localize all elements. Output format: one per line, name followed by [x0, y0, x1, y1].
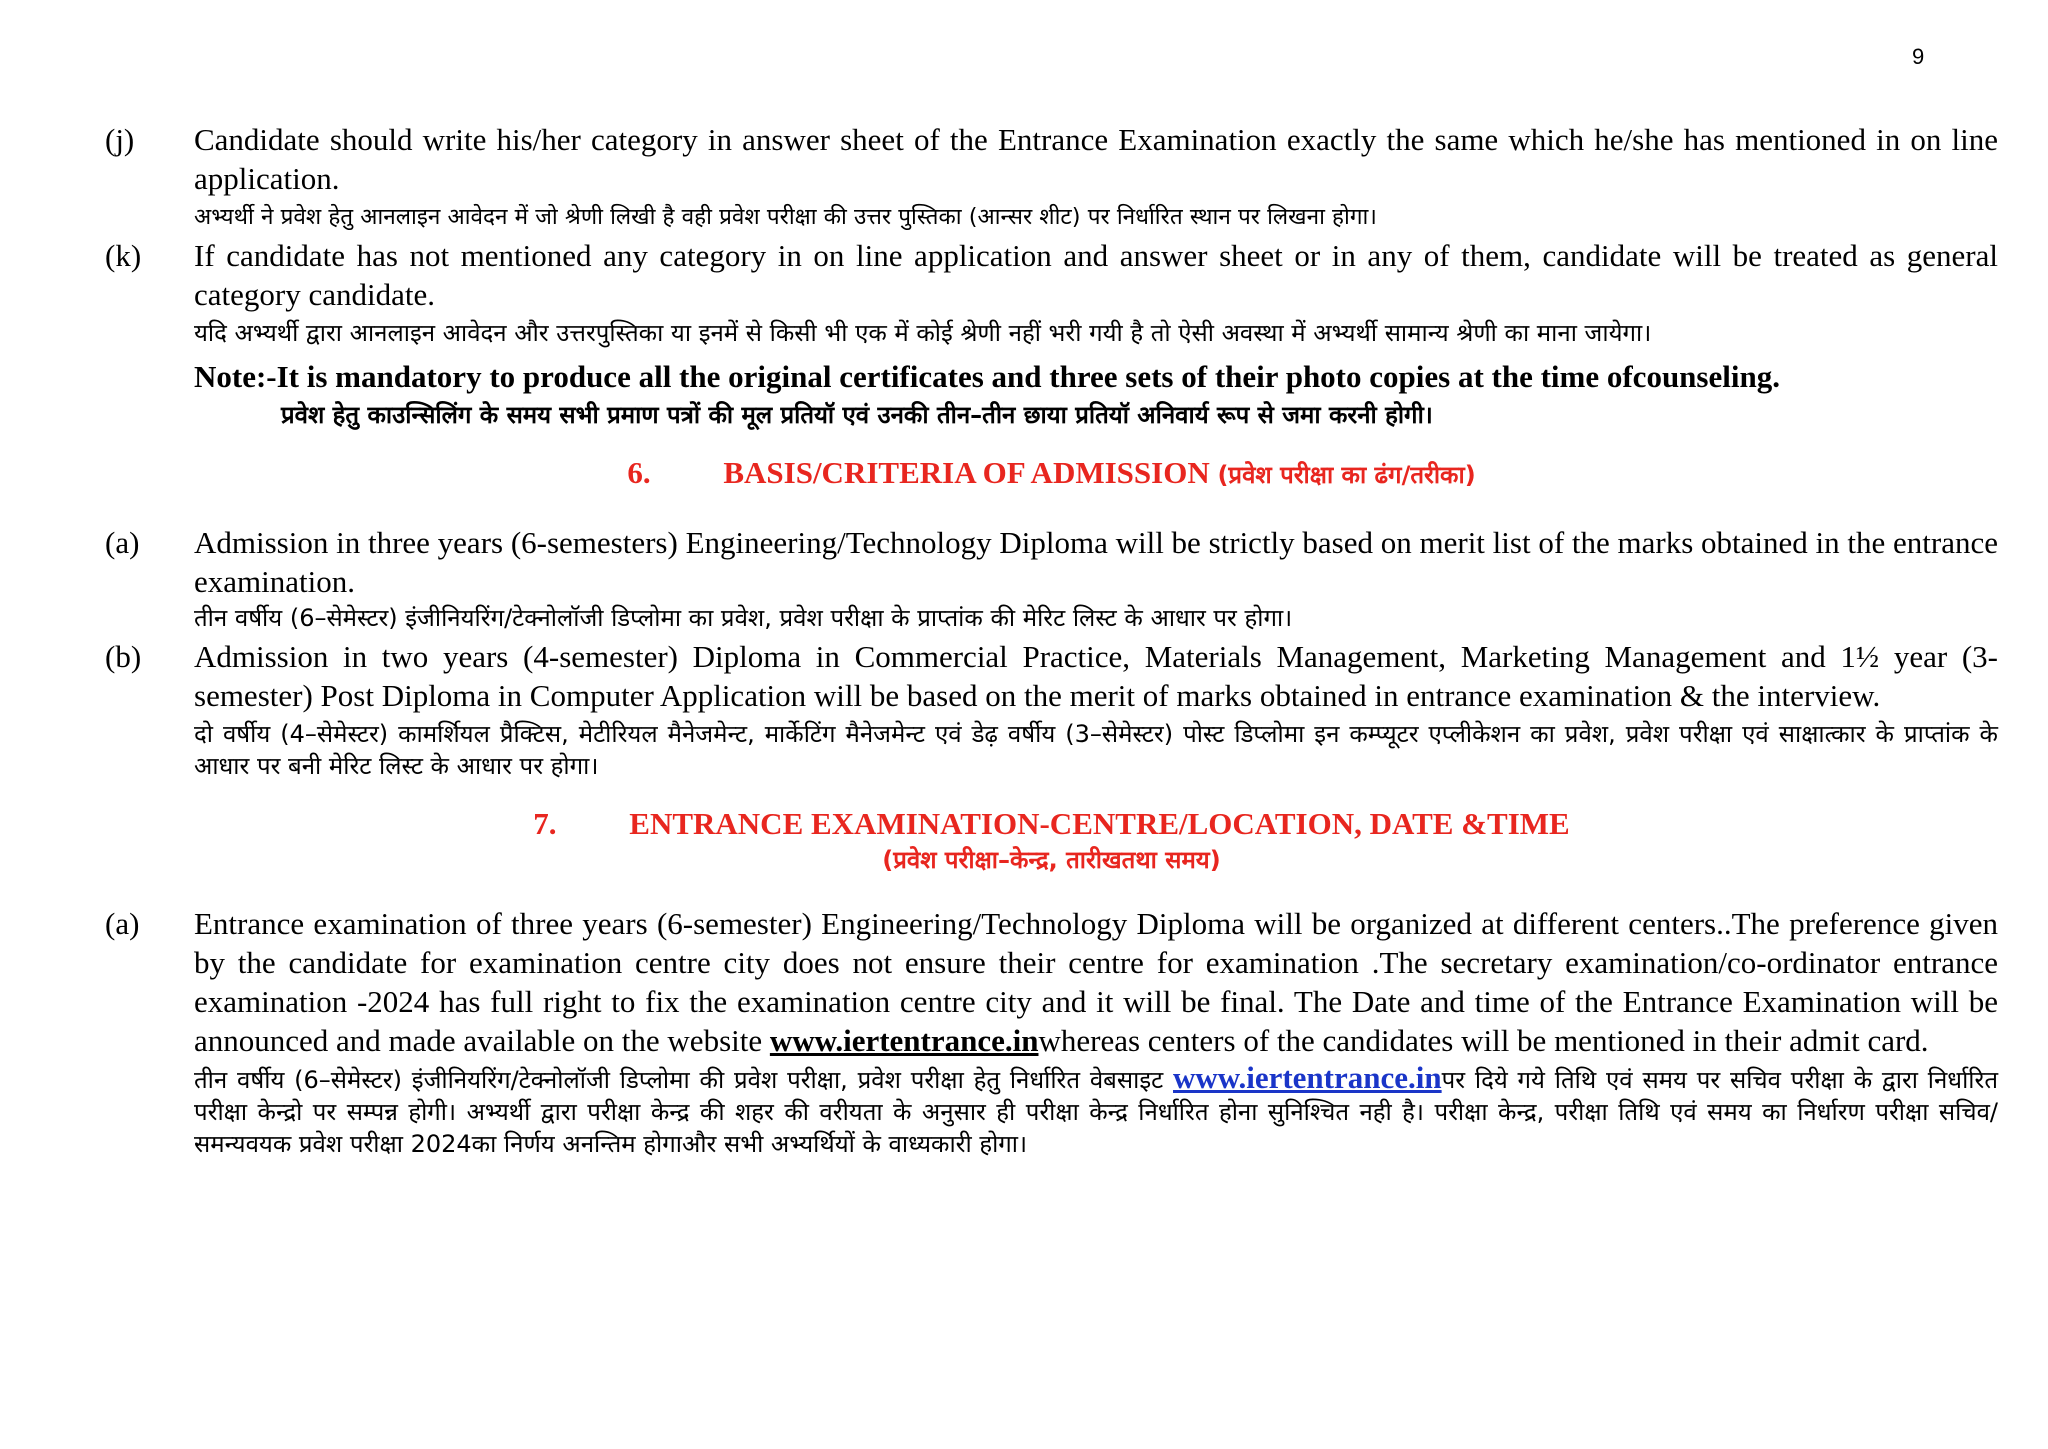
- text-after-link: whereas centers of the candidates will be mentioned in their admit card.: [1038, 1023, 1929, 1058]
- item-body: [194, 637, 1998, 782]
- text-before-link: Entrance examination of three years (6-semester) Engineering/Technology Diploma will be organized at different centers..The preference given by the candidate for examination centre city does not ensure their centre for examination .The secretary examination/co-ordinator entrance examination -2024 has full right to fix the examination centre city and it will be final. The Date and time of the Entrance Examination will be announced and made available on the website: [194, 906, 1998, 1058]
- section-title-english: ENTRANCE EXAMINATION-CENTRE/LOCATION, DATE &TIME: [629, 806, 1570, 841]
- document-content: [105, 120, 1998, 1160]
- section-7-heading: [105, 804, 1998, 844]
- item-text-english: Candidate should write his/her category in answer sheet of the Entrance Examination exactly the same which he/she has mentioned in on line application.: [194, 122, 1998, 196]
- section-7-subheading: (प्रवेश परीक्षा–केन्द्र, तारीखतथा समय): [882, 846, 1221, 874]
- item-body: [194, 236, 1998, 349]
- item-body: [194, 523, 1998, 634]
- text-before-link: तीन वर्षीय (6–सेमेस्टर) इंजीनियरिंग/टेक्नोलॉजी डिप्लोमा की प्रवेश परीक्षा, प्रवेश परीक्षा हेतु निर्धारित वेबसाइट: [194, 1066, 1174, 1094]
- item-text-hindi: दो वर्षीय (4–सेमेस्टर) कामर्शियल प्रैक्टिस, मेटीरियल मैनेजमेन्ट, मार्केटिंग मैनेजमेन्ट एवं डेढ़ वर्षीय (3–सेमेस्टर) पोस्ट डिप्लोमा इन कम्प्यूटर एप्लीकेशन का प्रवेश, प्रवेश परीक्षा एवं साक्षात्कार के प्राप्तांक के आधार पर बनी मेरिट लिस्ट के आधार पर होगा।: [194, 720, 1998, 780]
- item-text-english: Admission in three years (6-semesters) Engineering/Technology Diploma will be strictly based on merit list of the marks obtained in the entrance examination.: [194, 525, 1998, 599]
- item-text-hindi: अभ्यर्थी ने प्रवेश हेतु आनलाइन आवेदन में जो श्रेणी लिखी है वही प्रवेश परीक्षा की उत्तर पुस्तिका (आन्सर शीट) पर निर्धारित स्थान पर लिखना होगा।: [194, 204, 1377, 230]
- item-text-hindi: [194, 1062, 1998, 1160]
- note-english: Note:-It is mandatory to produce all the original certificates and three sets of their photo copies at the time ofcounseling.: [194, 359, 1780, 394]
- section-number: 6.: [627, 455, 651, 490]
- note-block: [194, 357, 1998, 431]
- section-6-item-a: [105, 523, 1998, 634]
- list-item-k: [105, 236, 1998, 349]
- list-item-j: [105, 120, 1998, 233]
- item-body: [194, 904, 1998, 1160]
- item-text-english: If candidate has not mentioned any category in on line application and answer sheet or in any of them, candidate will be treated as general category candidate.: [194, 238, 1998, 312]
- section-6-item-b: [105, 637, 1998, 782]
- item-marker: (a): [105, 525, 140, 560]
- item-text-hindi: यदि अभ्यर्थी द्वारा आनलाइन आवेदन और उत्तरपुस्तिका या इनमें से किसी भी एक में कोई श्रेणी नहीं भरी गयी है तो ऐसी अवस्था में अभ्यर्थी सामान्य श्रेणी का माना जायेगा।: [194, 319, 1652, 347]
- section-7-item-a: [105, 904, 1998, 1160]
- item-marker: (k): [105, 238, 142, 273]
- website-link[interactable]: www.iertentrance.in: [769, 1023, 1039, 1058]
- text-after-link: पर दिये गये तिथि एवं समय पर सचिव परीक्षा के द्वारा निर्धारित परीक्षा केन्द्रो पर सम्पन्न होगी। अभ्यर्थी द्वारा परीक्षा केन्द्र की शहर की वरीयता के अनुसार ही परीक्षा केन्द्र निर्धारित होना सुनिश्चित नही है। परीक्षा केन्द्र, परीक्षा तिथि एवं समय का निर्धारण परीक्षा सचिव/समन्यवयक प्रवेश परीक्षा 2024का निर्णय अनन्तिम होगाऔर सभी अभ्यर्थियों के वाध्यकारी होगा।: [194, 1066, 1998, 1158]
- item-text-hindi: तीन वर्षीय (6–सेमेस्टर) इंजीनियरिंग/टेक्नोलॉजी डिप्लोमा का प्रवेश, प्रवेश परीक्षा के प्राप्तांक की मेरिट लिस्ट के आधार पर होगा।: [194, 604, 1293, 632]
- item-text-english: Admission in two years (4-semester) Diploma in Commercial Practice, Materials Management, Marketing Management and 1½ year (3-semester) Post Diploma in Computer Application will be based on the merit of marks obtained in entrance examination & the interview.: [194, 639, 1998, 713]
- section-number: 7.: [533, 806, 557, 841]
- item-marker: (b): [105, 639, 142, 674]
- website-link-blue[interactable]: www.iertentrance.in: [1173, 1060, 1442, 1095]
- section-title-english: BASIS/CRITERIA OF ADMISSION: [723, 455, 1210, 490]
- page-number: 9: [1912, 44, 1925, 69]
- item-text-english: [194, 904, 1998, 1060]
- note-hindi: प्रवेश हेतु काउन्सिलिंग के समय सभी प्रमाण पत्रों की मूल प्रतियॉ एवं उनकी तीन–तीन छाया प्रतियॉ अनिवार्य रूप से जमा करनी होगी।: [281, 401, 1433, 429]
- item-body: [194, 120, 1998, 233]
- item-marker: (j): [105, 122, 135, 157]
- section-title-hindi: (प्रवेश परीक्षा का ढंग/तरीका): [1217, 461, 1476, 489]
- section-6-heading: [105, 453, 1998, 495]
- item-marker: (a): [105, 906, 140, 941]
